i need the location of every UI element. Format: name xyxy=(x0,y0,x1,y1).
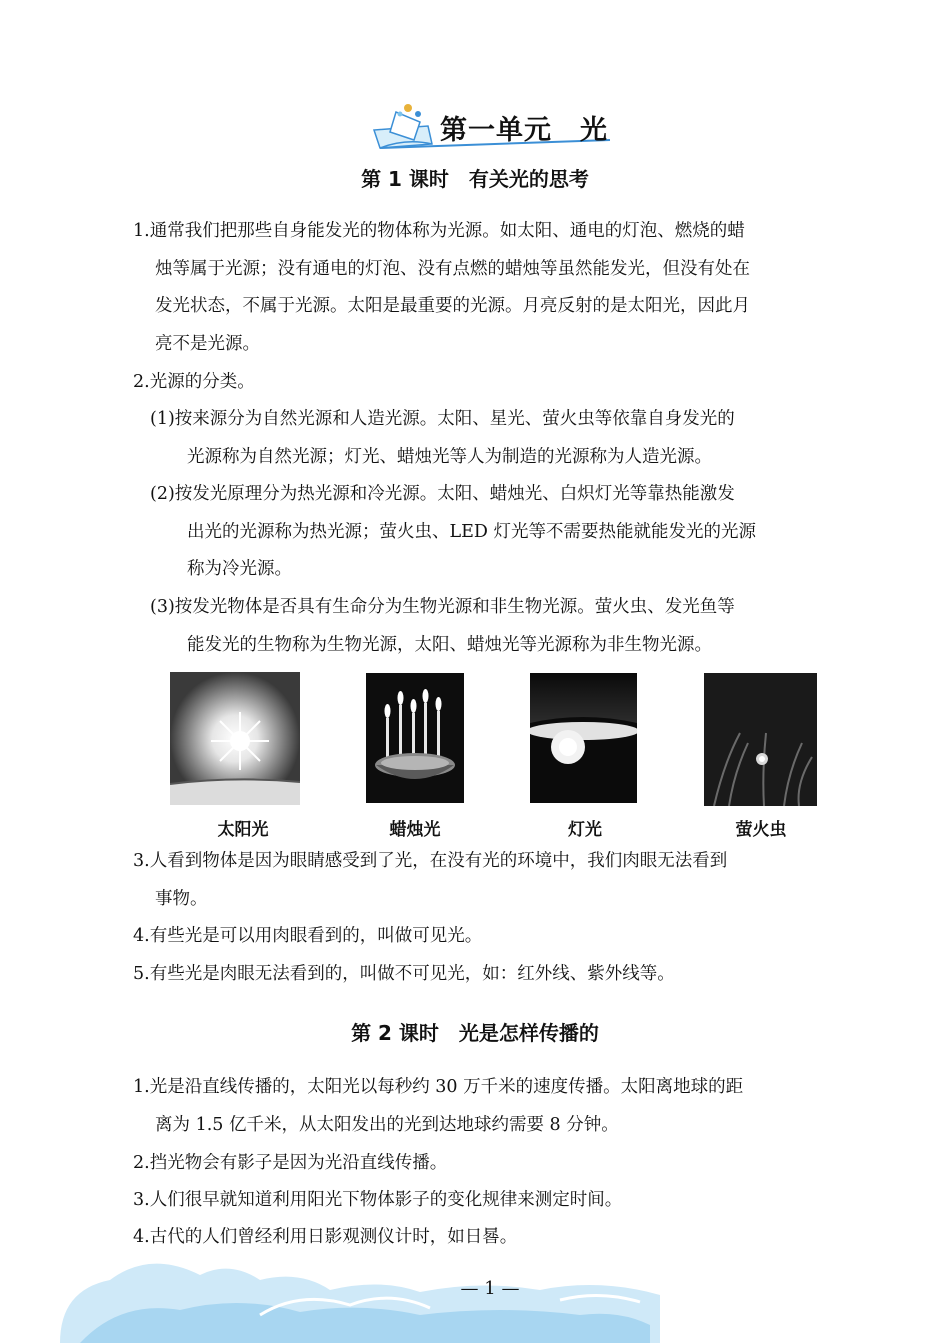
figure-caption-sun: 太阳光 xyxy=(217,820,269,840)
lesson-1-item-1 xyxy=(133,213,750,363)
lesson-1-item-2-1 xyxy=(150,401,735,476)
text-line: 3.人看到物体是因为眼睛感受到了光，在没有光的环境中，我们肉眼无法看到 xyxy=(133,851,728,871)
text-line: 1.通常我们把那些自身能发光的物体称为光源。如太阳、通电的灯泡、燃烧的蜡 xyxy=(133,221,745,241)
lesson-1-item-3 xyxy=(133,843,727,918)
lesson-1-title: 第 1 课时 有关光的思考 xyxy=(361,167,589,191)
text-line: 亮不是光源。 xyxy=(155,333,260,354)
lesson-2-item-3 xyxy=(133,1182,622,1220)
text-line: 出光的光源称为热光源；萤火虫、LED 灯光等不需要热能就能发光的光源 xyxy=(187,521,756,542)
text-line: 2.挡光物会有影子是因为光沿直线传播。 xyxy=(133,1153,448,1173)
text-line: 4.古代的人们曾经利用日影观测仪计时，如日晷。 xyxy=(133,1227,518,1247)
lesson-1-item-2-3 xyxy=(150,589,735,664)
text-line: 4.有些光是可以用肉眼看到的，叫做可见光。 xyxy=(133,926,483,946)
text-line: 烛等属于光源；没有通电的灯泡、没有点燃的蜡烛等虽然能发光，但没有处在 xyxy=(155,258,750,279)
lesson-1-item-2-2 xyxy=(150,476,756,589)
lamp-photo xyxy=(530,673,637,803)
text-line: 能发光的生物称为生物光源，太阳、蜡烛光等光源称为非生物光源。 xyxy=(187,634,712,655)
lesson-1-item-2 xyxy=(133,364,255,402)
text-line: 1.光是沿直线传播的，太阳光以每秒约 30 万千米的速度传播。太阳离地球的距 xyxy=(133,1077,744,1097)
text-line: 发光状态，不属于光源。太阳是最重要的光源。月亮反射的是太阳光，因此月 xyxy=(155,296,750,316)
text-line: (2)按发光原理分为热光源和冷光源。太阳、蜡烛光、白炽灯光等靠热能激发 xyxy=(150,484,735,504)
text-line: (1)按来源分为自然光源和人造光源。太阳、星光、萤火虫等依靠自身发光的 xyxy=(150,409,735,429)
figure-caption-candles: 蜡烛光 xyxy=(389,820,441,840)
lesson-1-item-5 xyxy=(133,956,675,994)
lesson-2-item-2 xyxy=(133,1145,447,1183)
text-line: 2.光源的分类。 xyxy=(133,372,255,392)
firefly-photo xyxy=(704,673,817,806)
lesson-2-title: 第 2 课时 光是怎样传播的 xyxy=(351,1021,599,1045)
text-line: 离为 1.5 亿千米，从太阳发出的光到达地球约需要 8 分钟。 xyxy=(155,1114,619,1135)
page-number: — 1 — xyxy=(460,1278,520,1299)
text-line: 称为冷光源。 xyxy=(187,559,292,579)
lesson-2-item-1 xyxy=(133,1069,743,1144)
sun-photo xyxy=(170,672,300,805)
text-line: 5.有些光是肉眼无法看到的，叫做不可见光，如：红外线、紫外线等。 xyxy=(133,964,675,984)
unit-title: 第一单元 光 xyxy=(440,115,608,146)
text-line: 事物。 xyxy=(155,888,208,909)
figure-caption-lamp: 灯光 xyxy=(568,820,602,840)
text-line: 3.人们很早就知道利用阳光下物体影子的变化规律来测定时间。 xyxy=(133,1190,623,1210)
text-line: 光源称为自然光源；灯光、蜡烛光等人为制造的光源称为人造光源。 xyxy=(187,446,712,467)
text-line: (3)按发光物体是否具有生命分为生物光源和非生物光源。萤火虫、发光鱼等 xyxy=(150,597,735,617)
candles-photo xyxy=(366,673,464,803)
lesson-1-item-4 xyxy=(133,918,482,956)
figure-caption-firefly: 萤火虫 xyxy=(735,820,787,840)
book-icon xyxy=(374,104,432,148)
